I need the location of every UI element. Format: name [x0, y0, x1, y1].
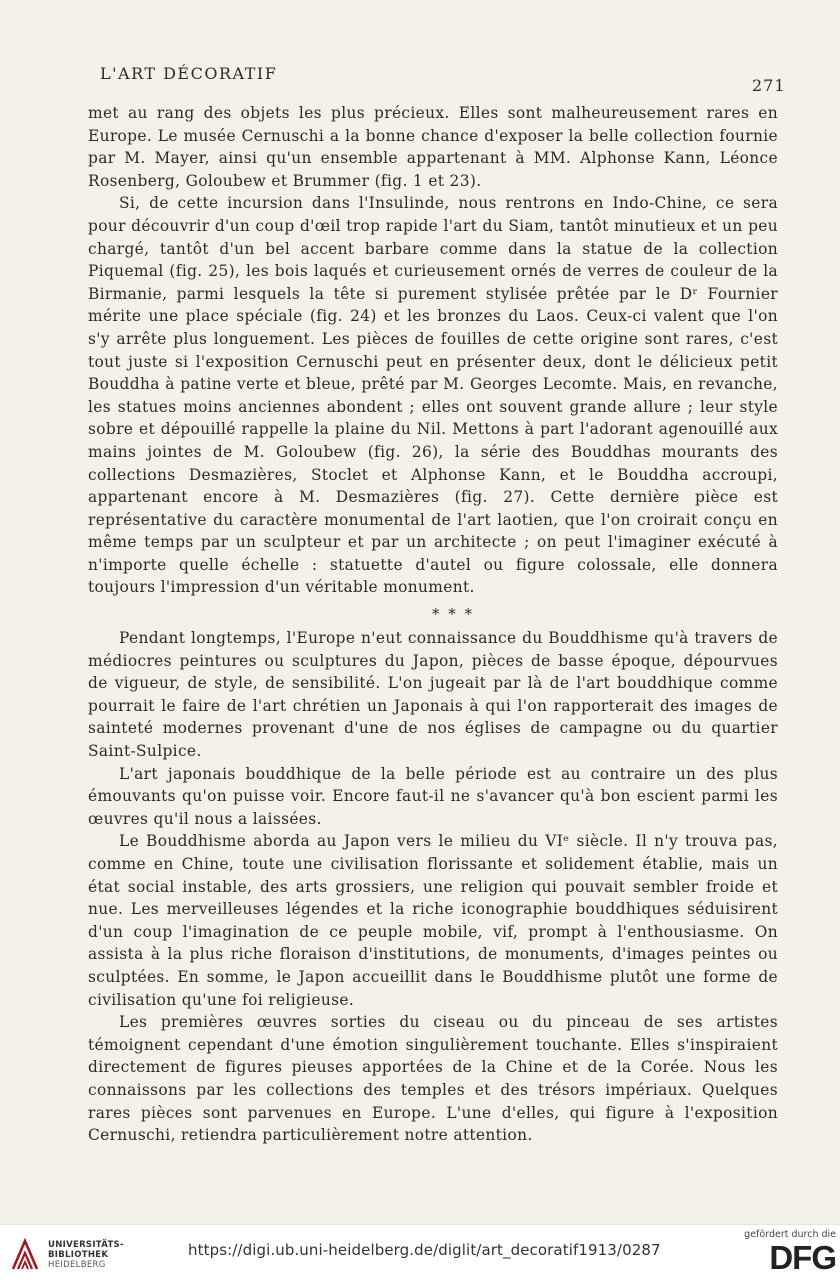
library-name-line-1: UNIVERSITÄTS- — [48, 1240, 124, 1250]
paragraph-6: Les premières œuvres sorties du ciseau ou du pinceau de ses artistes témoignent cependant d'une émotion singulièrement touchante. Elles s'inspiraient directement de figures pieuses apportées de la Chine et de la Corée. Nous les connaissons par les collections des temples et des trésors impériaux. Quelques rares pièces sont parvenues en Europe. L'une d'elles, qui figure à l'exposition Cernuschi, retiendra particulièrement notre attention. — [88, 1013, 778, 1145]
library-logo[interactable] — [10, 1235, 180, 1275]
permalink-url[interactable]: https://digi.ub.uni-heidelberg.de/diglit/art_decoratif1913/0287 — [188, 1241, 661, 1259]
paragraph-4: L'art japonais bouddhique de la belle période est au contraire un des plus émouvants qu'on puisse voir. Encore faut-il ne s'avancer qu'à bon escient parmi les œuvres qu'il nous a laissées. — [88, 764, 778, 828]
library-name — [48, 1240, 124, 1270]
library-name-line-2: BIBLIOTHEK — [48, 1250, 109, 1260]
page-number: 271 — [752, 76, 786, 95]
body-text — [88, 102, 778, 1147]
viewer-footer — [0, 1224, 840, 1285]
paragraph-2: Si, de cette incursion dans l'Insulinde, nous rentrons en Indo-Chine, ce sera pour découvrir d'un coup d'œil trop rapide l'art du Siam, tantôt minutieux et un peu chargé, tantôt d'un bel accent barbare comme dans la statue de la collection Piquemal (fig. 25), les bois laqués et curieusement ornés de verres de couleur de la Birmanie, parmi lesquels la tête si purement stylisée prêtée par le Dʳ Fournier mérite une place spéciale (fig. 24) et les bronzes du Laos. Ceux-ci valent que l'on s'y arrête plus longuement. Les pièces de fouilles de cette origine sont rares, c'est tout juste si l'exposition Cernuschi peut en présenter deux, dont le délicieux petit Bouddha à patine verte et bleue, prêté par M. Georges Lecomte. Mais, en revanche, les statues moins anciennes abondent ; elles ont souvent grande allure ; leur style sobre et dépouillé rappelle la plaine du Nil. Mettons à part l'adorant agenouillé aux mains jointes de M. Goloubew (fig. 26), la série des Bouddhas mourants des collections Desmazières, Stoclet et Alphonse Kann, et le Bouddha accroupi, appartenant encore à M. Desmazières (fig. 27). Cette dernière pièce est représentative du caractère monumental de l'art laotien, que l'on croirait conçu en même temps par un sculpteur et par un architecte ; on peut l'imaginer exécuté à n'importe quelle échelle : statuette d'autel ou figure colossale, elle donnera toujours l'impression d'un véritable monument. — [88, 194, 778, 597]
paragraph-1: met au rang des objets les plus précieux. Elles sont malheureusement rares en Europe. Le musée Cernuschi a la bonne chance d'exposer la belle collection fournie par M. Mayer, ainsi qu'un ensemble appartenant à MM. Alphonse Kann, Léonce Rosenberg, Goloubew et Brummer (fig. 1 et 23). — [88, 104, 778, 190]
asterism-divider: * * * — [431, 605, 475, 624]
library-emblem-icon — [10, 1238, 40, 1272]
dfg-funding-logo[interactable] — [740, 1229, 836, 1281]
paragraph-3: Pendant longtemps, l'Europe n'eut connaissance du Bouddhisme qu'à travers de médiocres peintures ou sculptures du Japon, pièces de basse époque, dépourvues de vigueur, de style, de sensibilité. L'on jugeait par là de l'art bouddhique comme pourrait le faire de l'art chrétien un Japonais à qui l'on rapporterait des images de sainteté modernes provenant d'une de nos églises de campagne ou du quartier Saint-Sulpice. — [88, 629, 778, 761]
paragraph-5: Le Bouddhisme aborda au Japon vers le milieu du VIᵉ siècle. Il n'y trouva pas, comme en Chine, toute une civilisation florissante et solidement établie, mais un état social instable, des arts grossiers, une religion qui pouvait sembler froide et nue. Les merveilleuses légendes et la riche iconographie bouddhiques séduisirent d'un coup l'imagination de ce peuple mobile, vif, prompt à l'enthousiasme. On assista à la plus riche floraison d'institutions, de monuments, d'images peintes ou sculptées. En somme, le Japon accueillit dans le Bouddhisme plutôt une forme de civilisation qu'une foi religieuse. — [88, 832, 778, 1009]
library-name-line-3: HEIDELBERG — [48, 1260, 106, 1270]
dfg-logo-text: DFG — [769, 1239, 836, 1276]
funding-caption: gefördert durch die — [744, 1229, 836, 1240]
running-head: L'ART DÉCORATIF — [100, 64, 278, 83]
